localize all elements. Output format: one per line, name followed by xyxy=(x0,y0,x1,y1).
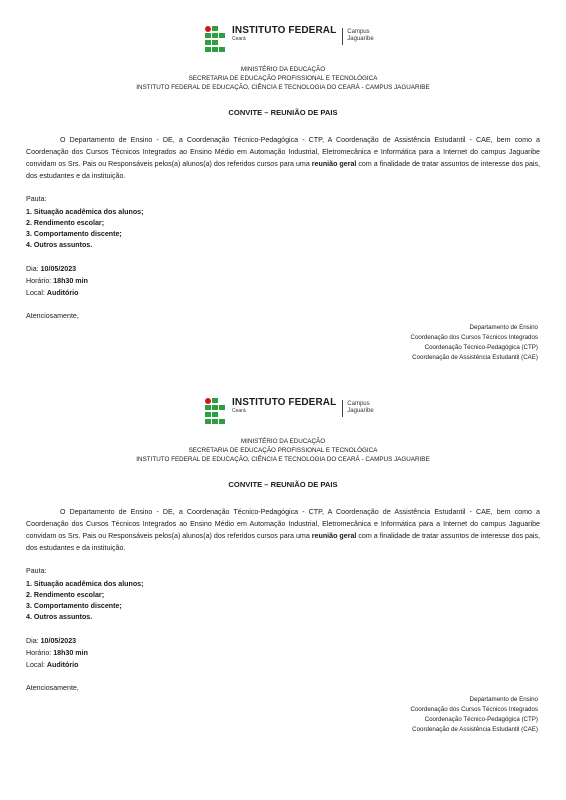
time-value: 18h30 min xyxy=(53,649,88,657)
agenda-item: 2. Rendimento escolar; xyxy=(26,219,105,227)
signature-line: Coordenação de Assistência Estudantil (CAE) xyxy=(412,354,538,361)
meeting-date xyxy=(26,637,76,645)
agenda-item: 1. Situação acadêmica dos alunos; xyxy=(26,580,144,588)
place-value: Auditório xyxy=(46,289,79,297)
signature-line: Coordenação Técnico-Pedagógica (CTP) xyxy=(424,344,538,351)
paragraph-text-before: O Departamento de Ensino - DE, a Coordenação Técnico-Pedagógica - CTP, A Coordenação de Assistência Estudantil - CAE, bem como a Coordenação dos Cursos Técnicos Integrados ao Ensino Médio em Automação Industrial, Eletromecânica e Informática para a Internet do campus Jaguaribe convidam os Srs. Pais ou Responsáveis pelos(a) alunos(a) dos referidos cursos para uma xyxy=(26,136,540,168)
signature-line: Coordenação dos Cursos Técnicos Integrados xyxy=(410,334,538,341)
agenda-item: 2. Rendimento escolar; xyxy=(26,591,105,599)
agenda-label: Pauta: xyxy=(26,195,47,203)
meeting-time xyxy=(26,649,88,657)
time-value: 18h30 min xyxy=(53,277,88,285)
paragraph-highlight: reunião geral xyxy=(311,160,357,168)
signature-line: Coordenação Técnico-Pedagógica (CTP) xyxy=(424,716,538,723)
invitation-paragraph xyxy=(26,506,540,554)
agenda-list xyxy=(26,207,143,251)
meeting-place xyxy=(26,289,78,297)
paragraph-highlight: reunião geral xyxy=(311,532,357,540)
paragraph-text-before: O Departamento de Ensino - DE, a Coordenação Técnico-Pedagógica - CTP, A Coordenação de Assistência Estudantil - CAE, bem como a Coordenação dos Cursos Técnicos Integrados ao Ensino Médio em Automação Industrial, Eletromecânica e Informática para a Internet do campus Jaguaribe convidam os Srs. Pais ou Responsáveis pelos(a) alunos(a) dos referidos cursos para uma xyxy=(26,508,540,540)
agenda-label: Pauta: xyxy=(26,567,47,575)
header-institute: INSTITUTO FEDERAL DE EDUCAÇÃO, CIÊNCIA E TECNOLOGIA DO CEARÁ - CAMPUS JAGUARIBE xyxy=(136,456,430,463)
institution-logo xyxy=(205,26,374,58)
closing-salutation: Atenciosamente, xyxy=(26,684,79,692)
signature-line: Departamento de Ensino xyxy=(469,324,538,331)
meeting-time xyxy=(26,277,88,285)
document-title: CONVITE – REUNIÃO DE PAIS xyxy=(228,480,338,489)
date-label: Dia: xyxy=(26,265,41,273)
agenda-item: 4. Outros assuntos. xyxy=(26,613,93,621)
header-ministry: MINISTÉRIO DA EDUCAÇÃO xyxy=(240,438,326,445)
paragraph-text-after: com a finalidade de tratar assuntos de interesse dos pais, dos estudantes e da instituição. xyxy=(26,160,540,180)
agenda-item: 3. Comportamento discente; xyxy=(26,602,122,610)
date-value: 10/05/2023 xyxy=(40,265,77,273)
agenda-item: 4. Outros assuntos. xyxy=(26,241,93,249)
place-value: Auditório xyxy=(46,661,79,669)
paragraph-text-after: com a finalidade de tratar assuntos de interesse dos pais, dos estudantes e da instituição. xyxy=(26,532,540,552)
agenda-item: 1. Situação acadêmica dos alunos; xyxy=(26,208,144,216)
header-secretariat: SECRETARIA DE EDUCAÇÃO PROFISSIONAL E TECNOLÓGICA xyxy=(188,447,378,454)
place-label: Local: xyxy=(26,289,47,297)
date-label: Dia: xyxy=(26,637,41,645)
invitation-paragraph xyxy=(26,134,540,182)
document-title: CONVITE – REUNIÃO DE PAIS xyxy=(228,108,338,117)
logo-divider xyxy=(342,400,343,417)
meeting-place xyxy=(26,661,78,669)
closing-salutation: Atenciosamente, xyxy=(26,312,79,320)
logo-campus-name: Jaguaribe xyxy=(347,407,374,414)
if-logo-icon xyxy=(205,26,229,52)
institution-logo xyxy=(205,398,374,430)
logo-institution-name: INSTITUTO FEDERAL xyxy=(232,25,337,36)
signature-line: Coordenação dos Cursos Técnicos Integrados xyxy=(410,706,538,713)
logo-divider xyxy=(342,28,343,45)
time-label: Horário: xyxy=(26,277,54,285)
agenda-item: 3. Comportamento discente; xyxy=(26,230,122,238)
if-logo-icon xyxy=(205,398,229,424)
date-value: 10/05/2023 xyxy=(40,637,77,645)
signature-line: Coordenação de Assistência Estudantil (CAE) xyxy=(412,726,538,733)
logo-campus-label: Campus xyxy=(347,29,370,35)
meeting-date xyxy=(26,265,76,273)
header-ministry: MINISTÉRIO DA EDUCAÇÃO xyxy=(240,66,326,73)
agenda-list xyxy=(26,579,143,623)
place-label: Local: xyxy=(26,661,47,669)
logo-campus-label: Campus xyxy=(347,401,370,407)
signature-line: Departamento de Ensino xyxy=(469,696,538,703)
logo-campus-name: Jaguaribe xyxy=(347,35,374,42)
logo-state: Ceará xyxy=(232,36,246,42)
logo-state: Ceará xyxy=(232,408,246,414)
header-secretariat: SECRETARIA DE EDUCAÇÃO PROFISSIONAL E TECNOLÓGICA xyxy=(188,75,378,82)
time-label: Horário: xyxy=(26,649,54,657)
logo-institution-name: INSTITUTO FEDERAL xyxy=(232,397,337,408)
header-institute: INSTITUTO FEDERAL DE EDUCAÇÃO, CIÊNCIA E TECNOLOGIA DO CEARÁ - CAMPUS JAGUARIBE xyxy=(136,84,430,91)
